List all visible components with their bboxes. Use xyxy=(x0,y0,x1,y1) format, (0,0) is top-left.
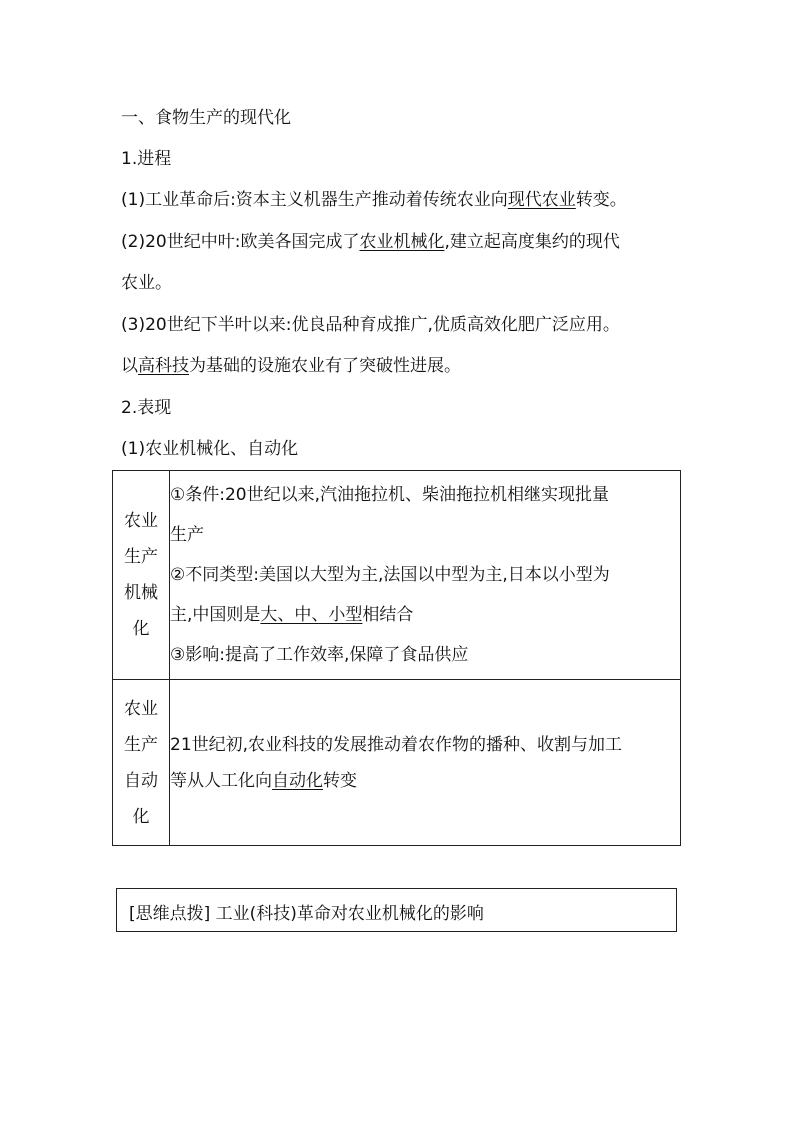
paragraph-process-2: (2)20世纪中叶:欧美各国完成了农业机械化,建立起高度集约的现代 xyxy=(121,232,620,252)
mechanization-table xyxy=(112,470,681,846)
paragraph-process-1: (1)工业革命后:资本主义机器生产推动着传统农业向现代农业转变。 xyxy=(121,190,627,210)
paragraph-process-2-cont: 农业。 xyxy=(121,273,172,293)
row-header-mechanization: 农业 生产 机械 化 xyxy=(113,471,170,680)
thinking-tip-text: [思维点拨] 工业(科技)革命对农业机械化的影响 xyxy=(129,904,484,924)
subsection-title-process: 1.进程 xyxy=(121,149,172,169)
paragraph-process-3-cont: 以高科技为基础的设施农业有了突破性进展。 xyxy=(121,356,461,376)
underlined-term: 自动化 xyxy=(272,770,323,791)
underlined-term: 农业机械化 xyxy=(359,232,445,252)
thinking-tip-box xyxy=(116,888,677,932)
table-row-mechanization xyxy=(113,471,681,680)
sub-item-mechanization: (1)农业机械化、自动化 xyxy=(121,439,299,459)
row-content-automation: 21世纪初,农业科技的发展推动着农作物的播种、收割与加工 等从人工化向自动化转变 xyxy=(170,680,681,846)
row-content-mechanization: ①条件:20世纪以来,汽油拖拉机、柴油拖拉机相继实现批量 生产 ②不同类型:美国以大型为主,法国以中型为主,日本以小型为 主,中国则是大、中、小型相结合 ③影响:提高了工作效率,保障了食品供应 xyxy=(170,471,681,680)
paragraph-process-3: (3)20世纪下半叶以来:优良品种育成推广,优质高效化肥广泛应用。 xyxy=(121,315,620,335)
section-heading: 一、食物生产的现代化 xyxy=(121,108,291,128)
underlined-term: 大、中、小型 xyxy=(260,605,363,625)
row-header-automation: 农业 生产 自动 化 xyxy=(113,680,170,846)
table-row-automation xyxy=(113,680,681,846)
subsection-title-performance: 2.表现 xyxy=(121,398,172,418)
underlined-term: 现代农业 xyxy=(507,190,576,210)
underlined-term: 高科技 xyxy=(138,356,189,376)
